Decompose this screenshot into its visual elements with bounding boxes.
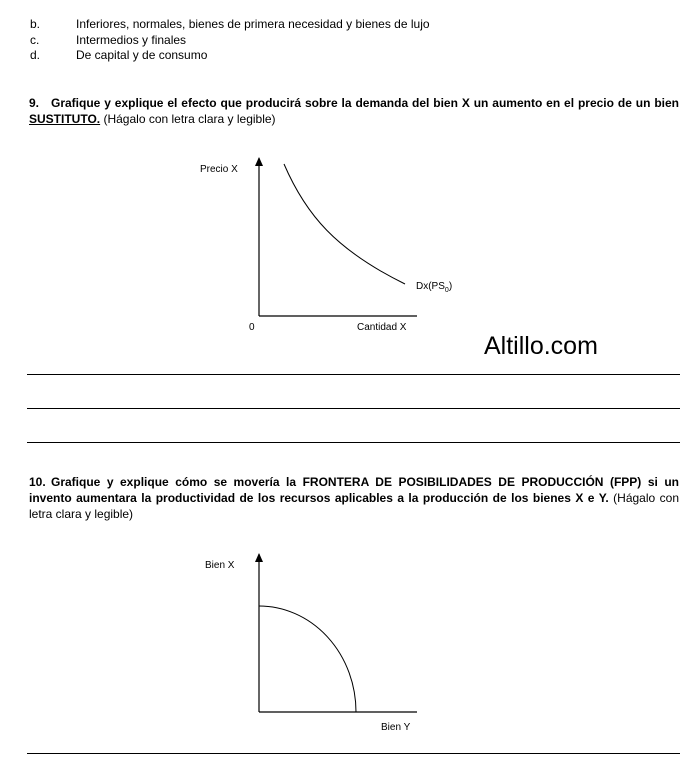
- curve-label: [416, 281, 452, 297]
- ppf-curve: [259, 606, 356, 712]
- option-letter: c.: [30, 33, 40, 47]
- question-text: Grafique y explique cómo se movería la: [51, 475, 297, 489]
- underlined-word: SUSTITUTO.: [29, 112, 101, 126]
- question-10: [29, 474, 679, 522]
- curve-label-subscript: 0: [444, 287, 449, 294]
- y-axis-label: Precio X: [200, 164, 238, 175]
- option-text: De capital y de consumo: [76, 48, 208, 62]
- watermark: Altillo.com: [484, 332, 598, 360]
- curve-label-end: ): [448, 281, 453, 292]
- question-note: (Hágalo con letra clara y legible): [29, 491, 679, 521]
- question-number: 10.: [29, 475, 46, 489]
- option-letter: d.: [30, 48, 41, 62]
- option-text: Inferiores, normales, bienes de primera necesidad y bienes de lujo: [76, 17, 430, 31]
- y-axis-label: Bien X: [205, 560, 235, 571]
- demand-curve: [284, 164, 405, 284]
- question-text: Grafique y explique el efecto que producirá sobre la demanda del bien X un aumento en el precio de un bien: [51, 96, 679, 110]
- origin-label: 0: [249, 322, 255, 333]
- answer-line: [27, 753, 680, 754]
- question-text: FRONTERA DE POSIBILIDADES DE PRODUCCIÓN (FPP): [302, 475, 642, 489]
- curve-label-main: Dx(PS: [416, 281, 445, 292]
- option-letter: b.: [30, 17, 41, 31]
- y-axis-arrow: [255, 157, 263, 166]
- question-number: 9.: [29, 96, 40, 110]
- question-text: si un invento aumentara la productividad de los recursos aplicables a la producción de los bienes X e Y.: [29, 475, 679, 505]
- option-text: Intermedios y finales: [76, 33, 187, 47]
- question-note: (Hágalo con letra clara y legible): [103, 112, 276, 126]
- y-axis-arrow: [255, 553, 263, 562]
- answer-line: [27, 442, 680, 443]
- answer-line: [27, 374, 680, 375]
- x-axis-label: Bien Y: [381, 722, 411, 733]
- answer-line: [27, 408, 680, 409]
- x-axis-label: Cantidad X: [357, 322, 407, 333]
